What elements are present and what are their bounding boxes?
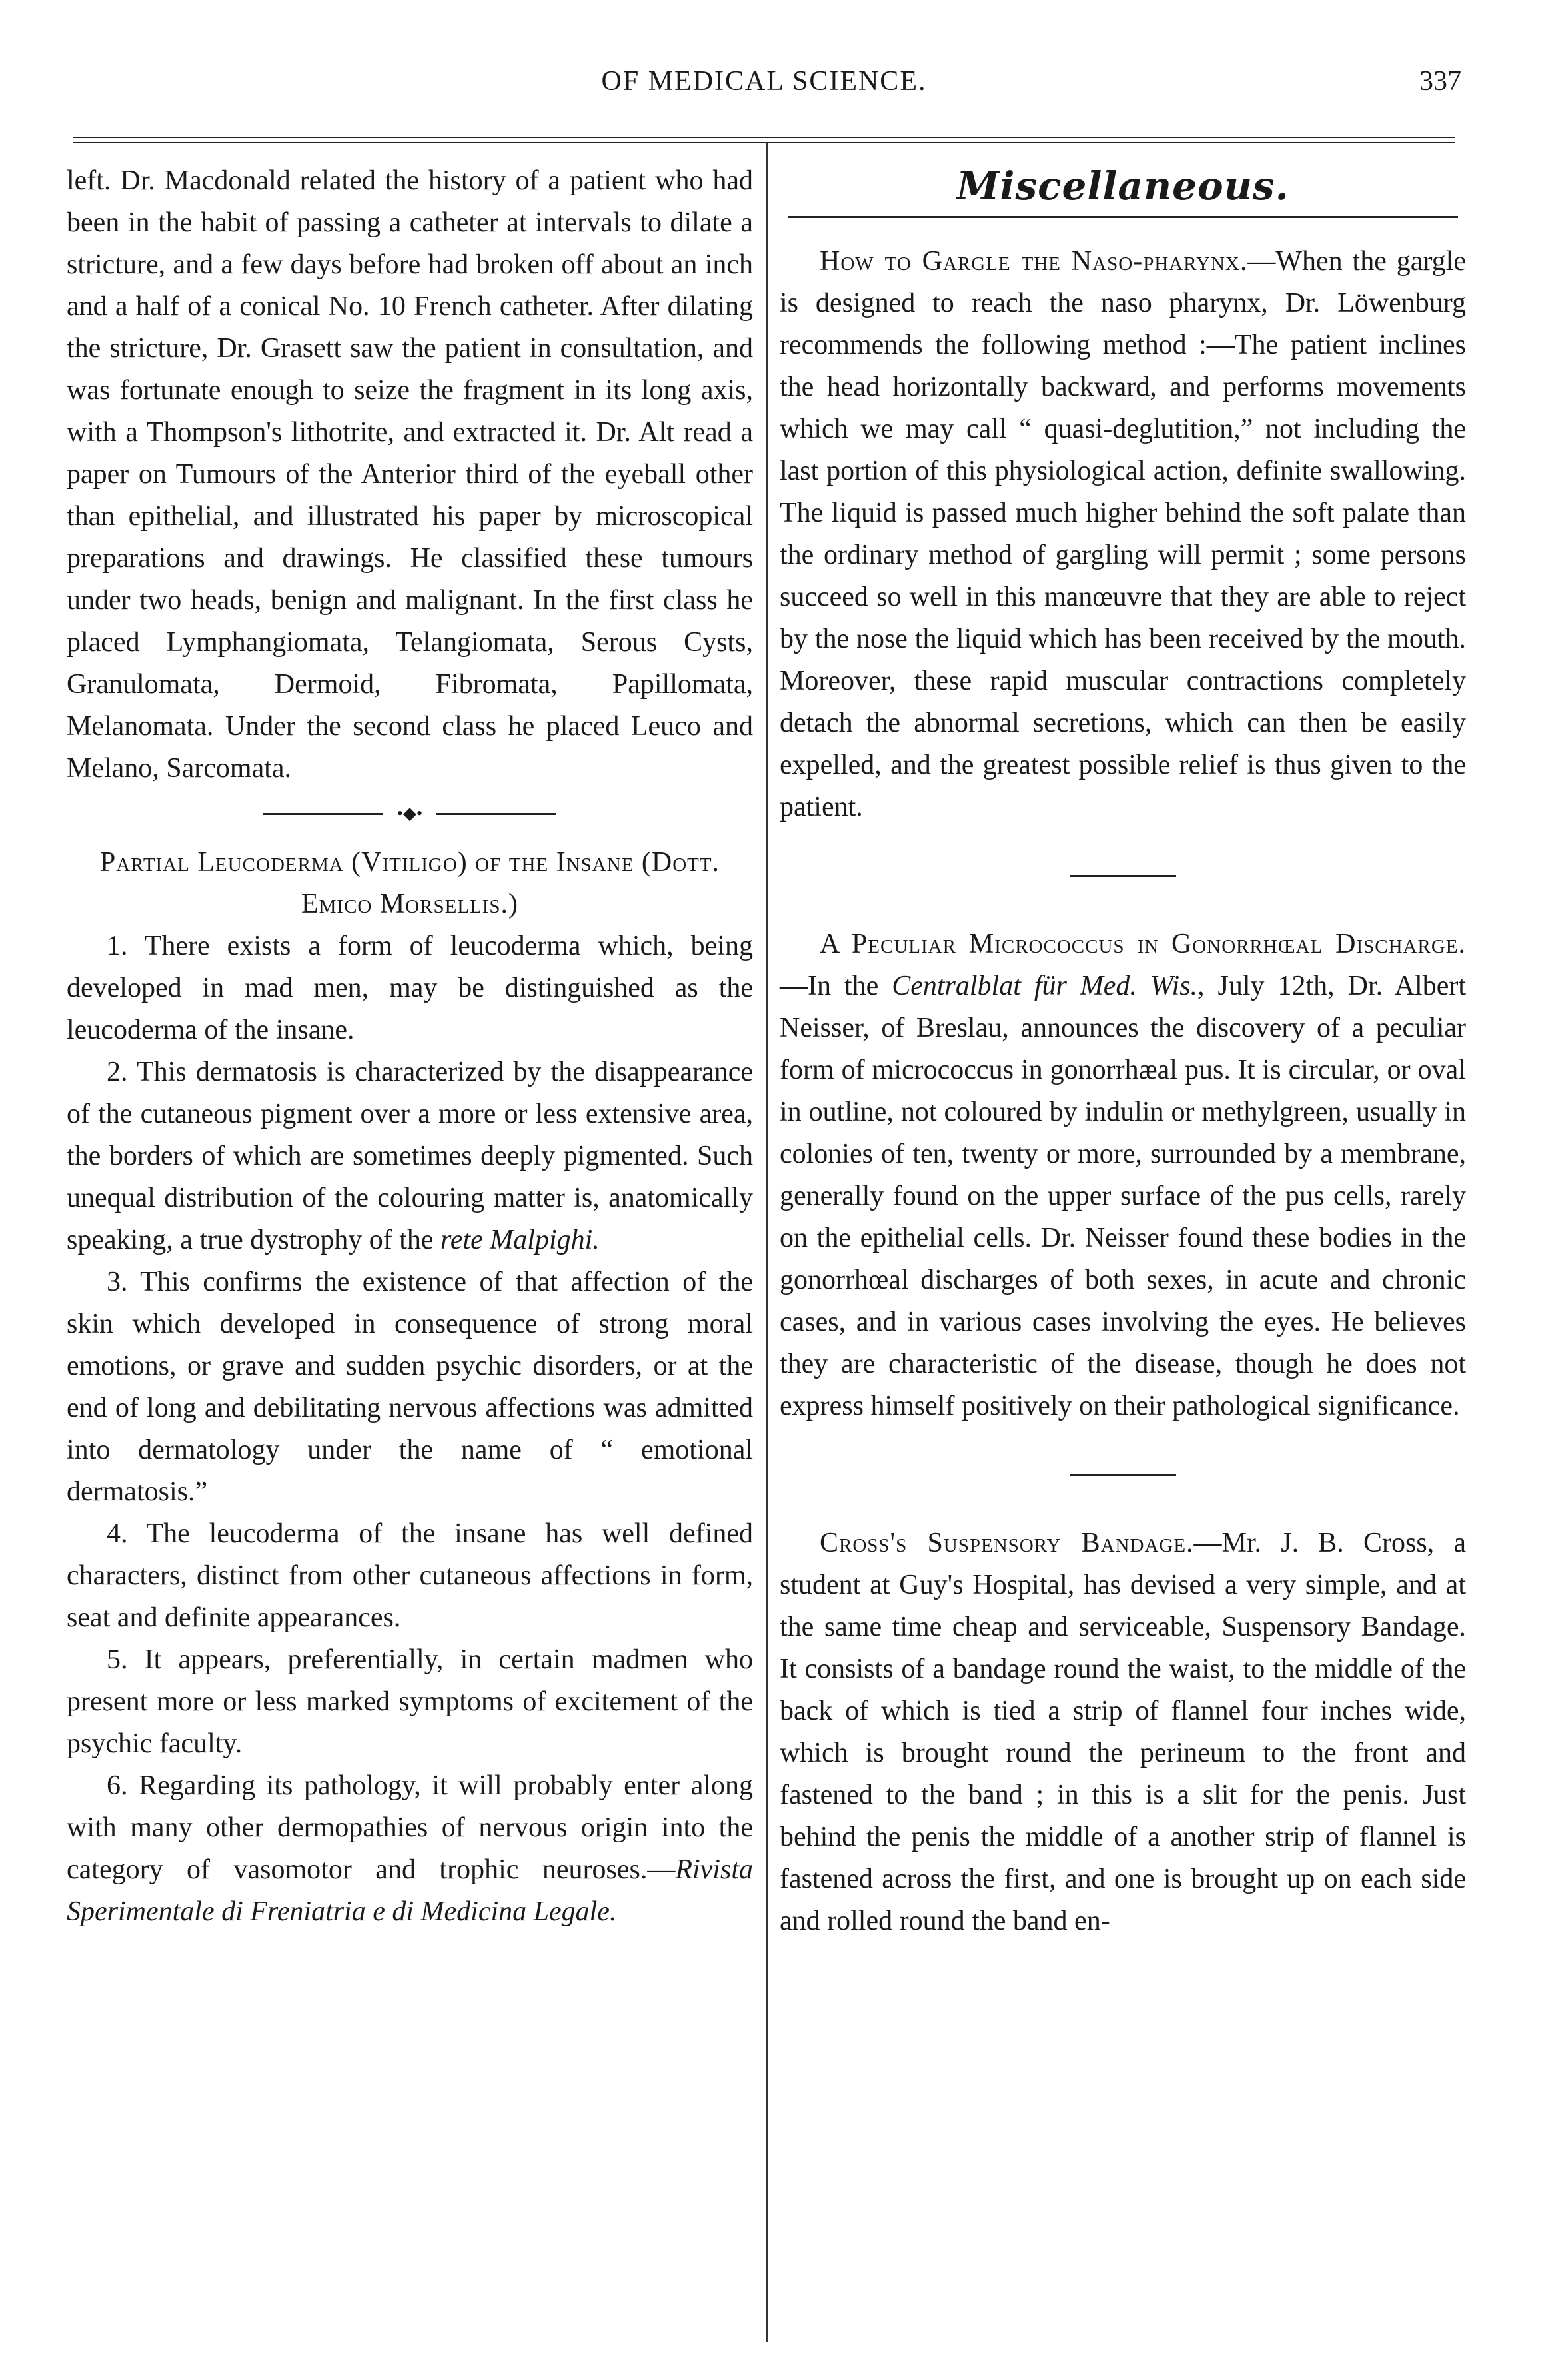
numbered-paragraph-2 [67, 1051, 753, 1261]
running-header [67, 61, 1461, 108]
article-title-leucoderma: Partial Leucoderma (Vitiligo) of the Insane (Dott. Emico Morsellis.) [99, 847, 720, 919]
ornament-center: •◆• [396, 804, 423, 823]
right-column [780, 160, 1466, 1942]
section-ornament [263, 804, 556, 823]
paragraph-6-text: 6. Regarding its pathology, it will probably enter along with many other dermopathies of nervous origin into the category of vasomotor and trophic neuroses.— [67, 1770, 753, 1885]
article-body-micrococcus: July 12th, Dr. Albert Neisser, of Breslau, announces the discovery of a peculiar form of micrococcus in gonorrhæal pus. It is circular, or oval in outline, not coloured by indulin or methylgreen, usually in colonies of ten, twenty or more, surrounded by a membrane, generally found on the upper surface of the pus cells, rarely on the epithelial cells. Dr. Neisser found these bodies in the gonorrhœal discharges of both sexes, in acute and chronic cases, and in various cases involving the eyes. He believes they are characteristic of the disease, though he does not express himself positively on their pathological significance. [780, 971, 1467, 1421]
continued-paragraph: left. Dr. Macdonald related the history of a patient who had been in the habit of passing a catheter at intervals to dilate a stricture, and a few days before had broken off about an inch and a half of a conical No. 10 French catheter. After dilating the stricture, Dr. Grasett saw the patient in consultation, and was fortunate enough to seize the fragment in its long axis, with a Thompson's lithotrite, and extracted it. Dr. Alt read a paper on Tumours of the Anterior third of the eyeball other than epithelial, and illustrated his paper by microscopical preparations and drawings. He classified these tumours under two heads, benign and malignant. In the first class he placed Lymphangiomata, Telangiomata, Serous Cysts, Granulomata, Dermoid, Fibromata, Papillomata, Melanomata. Under the second class he placed Leuco and Melano, Sarcomata. [67, 165, 753, 784]
numbered-paragraph-5: 5. It appears, preferentially, in certain madmen who present more or less marked symptoms of excitement of the psychic faculty. [67, 1644, 753, 1759]
numbered-paragraph-4: 4. The leucoderma of the insane has well defined characters, distinct from other cutaneous affections in form, seat and definite appearances. [67, 1518, 753, 1633]
article-body-gargle: —When the gargle is designed to reach the naso pharynx, Dr. Löwenburg recommends the following method :—The patient inclines the head horizontally backward, and performs movements which we may call “ quasi-deglutition,” not including the last portion of this physiological action, definite swallowing. The liquid is passed much higher behind the soft palate than the ordinary method of gargling will permit ; some persons succeed so well in this manœuvre that they are able to reject by the nose the liquid which has been received by the mouth. Moreover, these rapid muscular contractions completely detach the abnormal secretions, which can then be easily expelled, and the greatest possible relief is thus given to the patient. [780, 246, 1466, 822]
header-double-rule [73, 137, 1455, 143]
article-intro-micrococcus: —In the [780, 971, 892, 1001]
article-separator-2 [1070, 1474, 1176, 1476]
running-title: OF MEDICAL SCIENCE. [601, 66, 927, 97]
article-naso-pharynx [780, 241, 1466, 828]
numbered-paragraph-3: 3. This confirms the existence of that affection of the skin which developed in consequence of strong moral emotions, or grave and sudden psychic disorders, or at the end of long and debilitating nervous affections was admitted into dermatology under the name of “ emotional dermatosis.” [67, 1267, 753, 1507]
article-title-micrococcus: A Peculiar Micrococcus in Gonorrhœal Discharge. [820, 929, 1466, 959]
journal-name: Centralblat für Med. Wis., [892, 971, 1205, 1001]
ornament-line-right [436, 813, 556, 815]
heading-rule [788, 216, 1458, 218]
numbered-paragraph-6 [67, 1765, 753, 1933]
article-separator [1070, 875, 1176, 877]
paragraph-2-italic: rete Malpighi. [440, 1225, 600, 1255]
numbered-paragraph-1: 1. There exists a form of leucoderma which, being developed in mad men, may be distinguished as the leucoderma of the insane. [67, 931, 753, 1045]
section-heading-miscellaneous: Miscellaneous. [956, 163, 1289, 209]
source-citation: Rivista Sperimentale di Freniatria e di Medicina Legale. [67, 1854, 753, 1927]
page-number: 337 [1419, 66, 1461, 97]
article-bandage [780, 1522, 1466, 1942]
ornament-line-left [263, 813, 383, 815]
article-body-bandage: —Mr. J. B. Cross, a student at Guy's Hospital, has devised a very simple, and at the same time cheap and serviceable, Suspensory Bandage. It consists of a bandage round the waist, to the middle of the back of which is tied a strip of flannel four inches wide, which is brought round the perineum to the front and fastened to the band ; in this is a slit for the penis. Just behind the penis the middle of a another strip of flannel is fastened across the first, and one is brought up on each side and rolled round the band en- [780, 1528, 1466, 1936]
article-title-gargle: How to Gargle the Naso-pharynx. [820, 246, 1248, 277]
left-column [67, 160, 753, 1933]
article-micrococcus [780, 923, 1466, 1427]
paragraph-2-text: 2. This dermatosis is characterized by the disappearance of the cutaneous pigment over a more or less extensive area, the borders of which are sometimes deeply pigmented. Such unequal distribution of the colouring matter is, anatomically speaking, a true dystrophy of the [67, 1057, 753, 1255]
column-divider [766, 143, 768, 2342]
article-title-bandage: Cross's Suspensory Bandage. [820, 1528, 1194, 1558]
